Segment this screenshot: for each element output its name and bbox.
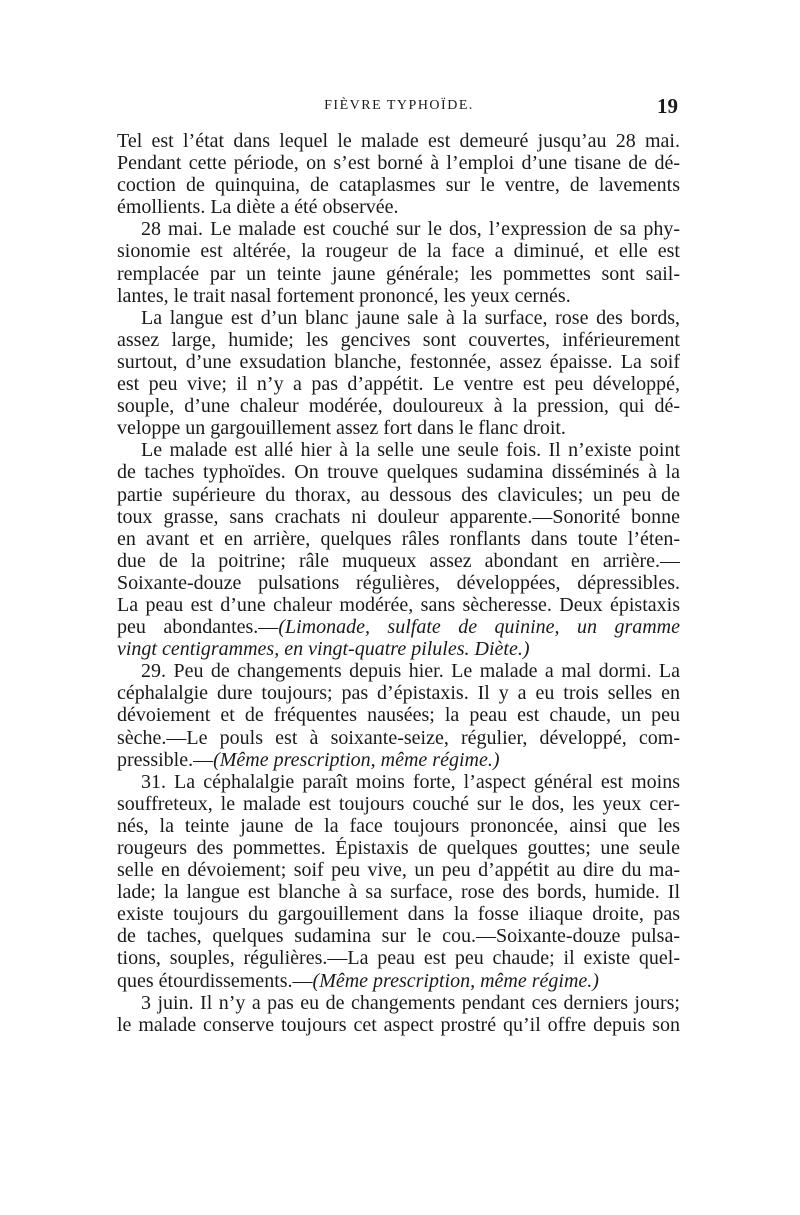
- prescription-text: vingt centigrammes, en vingt-quatre pilules. Diète.): [117, 638, 530, 661]
- text-line-mixed: [117, 749, 680, 771]
- text-line: sèche.—Le pouls est à soixante-seize, régulier, développé, com-: [117, 726, 680, 749]
- text-line: dévoiement et de fréquentes nausées; la peau est chaude, un peu: [117, 704, 680, 727]
- text-line: de taches typhoïdes. On trouve quelques sudamina disséminés à la: [117, 461, 680, 484]
- text-line: souple, d’une chaleur modérée, douloureux à la pression, qui dé-: [117, 395, 680, 418]
- text-line: Le malade est allé hier à la selle une seule fois. Il n’existe point: [141, 439, 680, 462]
- text-line-mixed: [117, 616, 680, 638]
- text-line: céphalalgie dure toujours; pas d’épistaxis. Il y a eu trois selles en: [117, 682, 680, 705]
- text-line: souffreteux, le malade est toujours couché sur le dos, les yeux cer-: [117, 792, 680, 815]
- page-number: 19: [657, 94, 678, 118]
- text-line-mixed: [117, 970, 680, 992]
- page-header: [118, 94, 680, 128]
- text-line: La langue est d’un blanc jaune sale à la surface, rose des bords,: [141, 306, 680, 329]
- text-fragment: peu abondantes.—: [117, 616, 279, 639]
- text-line: assez large, humide; les gencives sont couvertes, inférieurement: [117, 328, 680, 351]
- text-line: est peu vive; il n’y a pas d’appétit. Le ventre est peu développé,: [117, 373, 680, 396]
- text-fragment: pressible.—: [117, 748, 214, 771]
- text-line: 28 mai. Le malade est couché sur le dos, l’expression de sa phy-: [141, 218, 680, 241]
- text-line: émollients. La diète a été observée.: [117, 196, 399, 219]
- prescription-text: (Limonade, sulfate de quinine, un gramme: [278, 616, 680, 639]
- text-line: Soixante-douze pulsations régulières, développées, dépressibles.: [117, 571, 680, 594]
- text-line: 29. Peu de changements depuis hier. Le malade a mal dormi. La: [141, 660, 680, 683]
- text-line: rougeurs des pommettes. Épistaxis de quelques gouttes; une seule: [117, 837, 680, 859]
- text-line: lade; la langue est blanche à sa surface, rose des bords, humide. Il: [117, 881, 680, 904]
- prescription-text: (Même prescription, même régime.): [213, 748, 500, 771]
- text-line: 3 juin. Il n’y a pas eu de changements pendant ces derniers jours;: [141, 991, 680, 1014]
- text-line: 31. La céphalalgie paraît moins forte, l’aspect général est moins: [141, 770, 680, 793]
- text-line: tions, souples, régulières.—La peau est peu chaude; il existe quel-: [117, 947, 680, 970]
- prescription-text: (Même prescription, même régime.): [312, 969, 599, 992]
- running-title: FIÈVRE TYPHOÏDE.: [324, 98, 474, 113]
- text-line: selle en dévoiement; soif peu vive, un peu d’appétit au dire du ma-: [117, 859, 680, 882]
- text-fragment: ques étourdissements.—: [117, 969, 313, 992]
- text-line: due de la poitrine; râle muqueux assez abondant en arrière.—: [117, 549, 680, 572]
- text-line: le malade conserve toujours cet aspect prostré qu’il offre depuis son: [117, 1013, 680, 1036]
- text-line: sionomie est altérée, la rougeur de la face a diminué, et elle est: [117, 240, 680, 263]
- text-line: Pendant cette période, on s’est borné à l’emploi d’une tisane de dé-: [117, 152, 680, 175]
- text-line: de taches, quelques sudamina sur le cou.—Soixante-douze pulsa-: [117, 925, 680, 948]
- text-line: lantes, le trait nasal fortement prononcé, les yeux cernés.: [117, 284, 571, 307]
- text-line: en avant et en arrière, quelques râles ronflants dans toute l’éten-: [117, 527, 680, 550]
- text-line: toux grasse, sans crachats ni douleur apparente.—Sonorité bonne: [117, 505, 680, 528]
- text-line: partie supérieure du thorax, au dessous des clavicules; un peu de: [117, 483, 680, 506]
- text-line: surtout, d’une exsudation blanche, festonnée, assez épaisse. La soif: [117, 350, 680, 373]
- text-line: veloppe un gargouillement assez fort dans le flanc droit.: [117, 417, 566, 440]
- text-line: existe toujours du gargouillement dans la fosse iliaque droite, pas: [117, 903, 680, 926]
- text-line: Tel est l’état dans lequel le malade est demeuré jusqu’au 28 mai.: [117, 130, 680, 152]
- text-line: coction de quinquina, de cataplasmes sur le ventre, de lavements: [117, 174, 680, 197]
- text-line: remplacée par un teinte jaune générale; les pommettes sont sail-: [117, 262, 680, 285]
- text-line: nés, la teinte jaune de la face toujours prononcée, ainsi que les: [117, 814, 680, 837]
- text-line: La peau est d’une chaleur modérée, sans sècheresse. Deux épistaxis: [117, 593, 680, 616]
- body-text: [117, 130, 680, 1036]
